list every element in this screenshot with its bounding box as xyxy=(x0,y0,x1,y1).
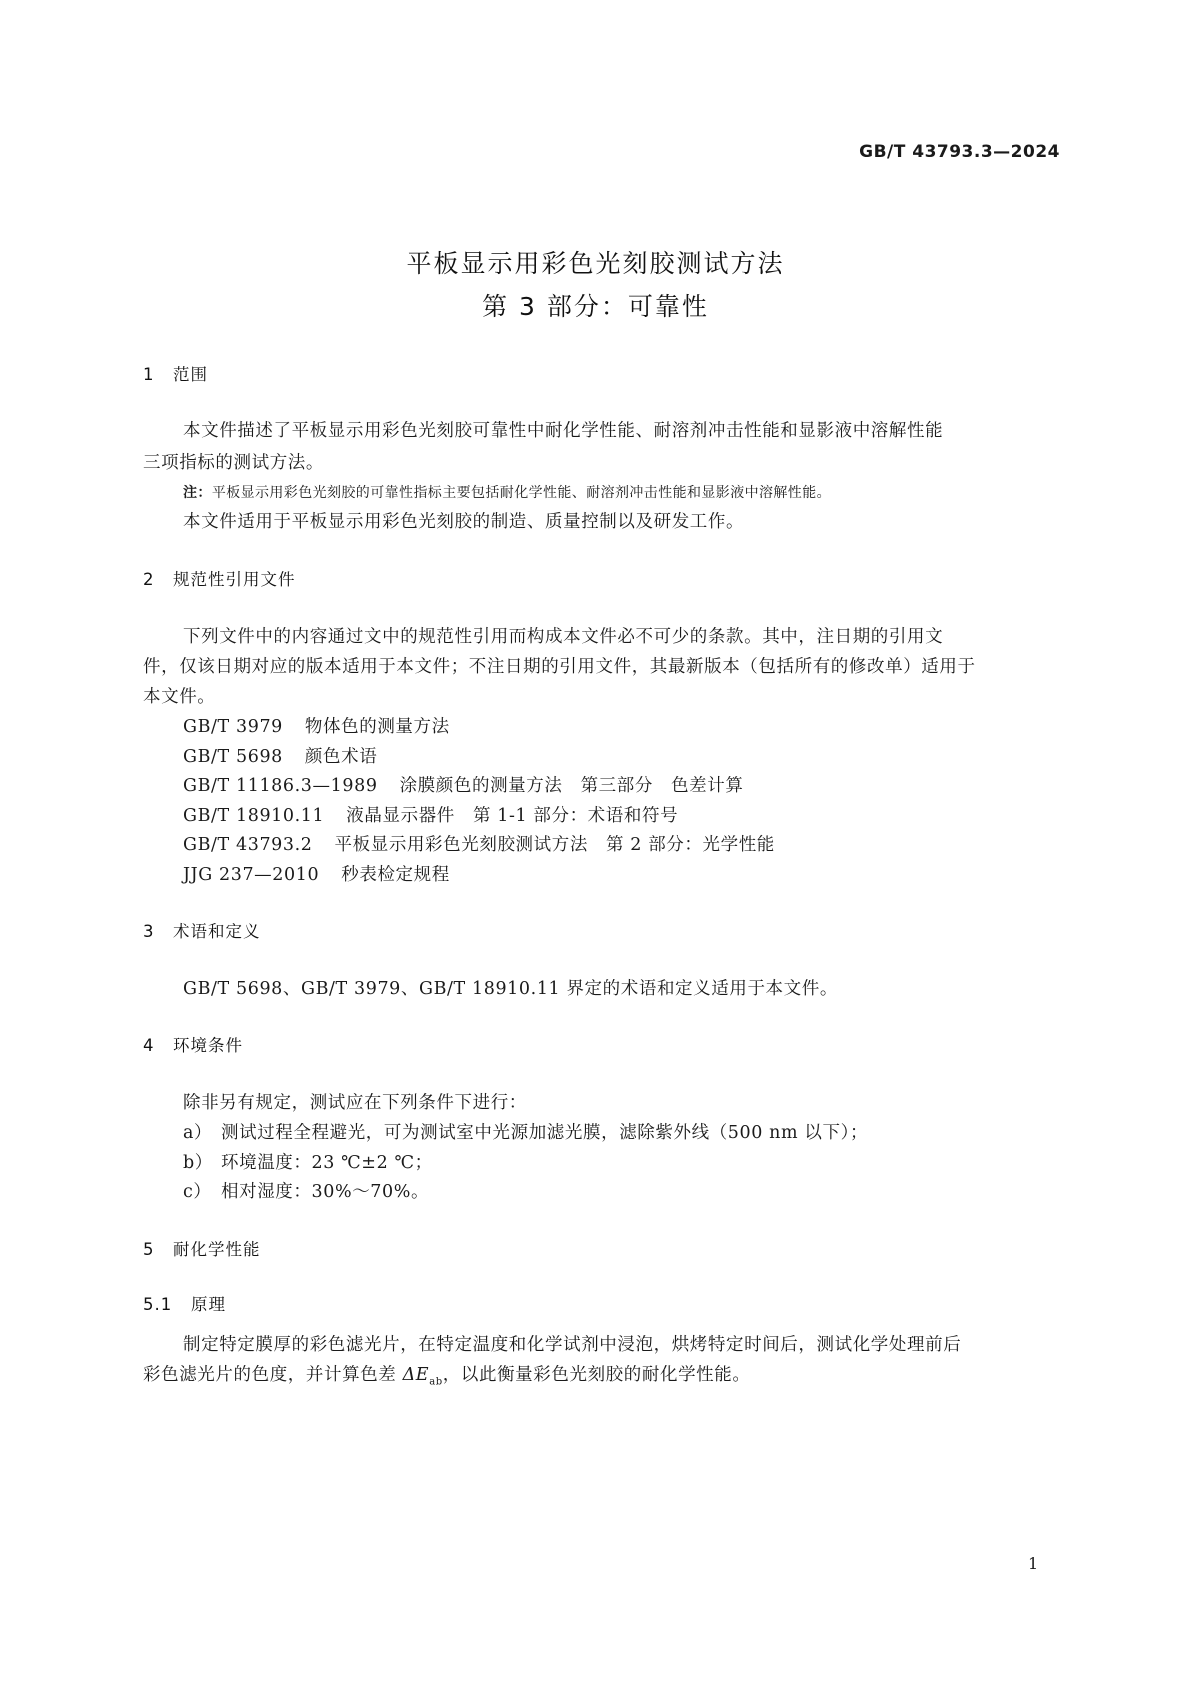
list-label: a） xyxy=(183,1123,213,1143)
section-number: 4 xyxy=(143,1036,155,1055)
note-text: 平板显示用彩色光刻胶的可靠性指标主要包括耐化学性能、耐溶剂冲击性能和显影液中溶解性能。 xyxy=(211,485,832,501)
paragraph-line: 除非另有规定，测试应在下列条件下进行： xyxy=(183,1093,527,1113)
section-number: 3 xyxy=(143,922,155,941)
list-item xyxy=(183,1149,433,1174)
delta-e-subscript: ab xyxy=(429,1376,443,1388)
section-3-heading xyxy=(143,918,261,942)
reference-item xyxy=(183,861,450,886)
subsection-5-1-heading xyxy=(143,1291,226,1315)
reference-item xyxy=(183,713,450,738)
list-item xyxy=(183,1119,868,1144)
paragraph-line: 件，仅该日期对应的版本适用于本文件；不注日期的引用文件，其最新版本（包括所有的修改单）适用于 xyxy=(143,657,976,677)
paragraph-line: 三项指标的测试方法。 xyxy=(143,453,324,473)
paragraph-line: GB/T 5698、GB/T 3979、GB/T 18910.11 界定的术语和定义适用于本文件。 xyxy=(183,979,838,999)
reference-title: 平板显示用彩色光刻胶测试方法 第 2 部分：光学性能 xyxy=(334,835,775,855)
reference-title: 秒表检定规程 xyxy=(341,865,450,885)
paragraph-line: 本文件描述了平板显示用彩色光刻胶可靠性中耐化学性能、耐溶剂冲击性能和显影液中溶解性能 xyxy=(183,421,944,441)
note xyxy=(183,482,831,502)
paragraph-line xyxy=(143,1361,750,1388)
reference-code: JJG 237—2010 xyxy=(183,865,320,885)
section-number: 2 xyxy=(143,570,155,589)
document-subtitle: 第 3 部分：可靠性 xyxy=(482,292,709,321)
paragraph-line: 本文件适用于平板显示用彩色光刻胶的制造、质量控制以及研发工作。 xyxy=(183,512,745,532)
paragraph-line: 本文件。 xyxy=(143,687,216,707)
list-label: b） xyxy=(183,1153,213,1173)
reference-title: 涂膜颜色的测量方法 第三部分 色差计算 xyxy=(399,776,744,796)
delta-e-symbol: ΔE xyxy=(402,1365,430,1385)
list-item xyxy=(183,1178,429,1203)
reference-title: 颜色术语 xyxy=(304,747,378,767)
reference-code: GB/T 18910.11 xyxy=(183,806,325,826)
page-number: 1 xyxy=(1028,1554,1039,1573)
reference-item xyxy=(183,743,377,768)
section-title: 耐化学性能 xyxy=(173,1240,261,1259)
section-4-heading xyxy=(143,1032,243,1056)
reference-code: GB/T 43793.2 xyxy=(183,835,313,855)
list-label: c） xyxy=(183,1182,212,1202)
section-2-heading xyxy=(143,566,296,590)
paragraph-line: 制定特定膜厚的彩色滤光片，在特定温度和化学试剂中浸泡，烘烤特定时间后，测试化学处理前后 xyxy=(183,1335,962,1355)
reference-item xyxy=(183,831,775,856)
section-title: 环境条件 xyxy=(173,1036,243,1055)
paragraph-line: 下列文件中的内容通过文中的规范性引用而构成本文件必不可少的条款。其中，注日期的引用文 xyxy=(183,627,944,647)
section-number: 5 xyxy=(143,1240,155,1259)
paragraph-text: ，以此衡量彩色光刻胶的耐化学性能。 xyxy=(442,1365,751,1385)
section-title: 术语和定义 xyxy=(173,922,261,941)
list-text: 环境温度：23 ℃±2 ℃； xyxy=(221,1153,433,1173)
reference-code: GB/T 3979 xyxy=(183,717,283,737)
paragraph-text: 彩色滤光片的色度，并计算色差 xyxy=(143,1365,403,1385)
list-text: 相对湿度：30%～70%。 xyxy=(221,1182,430,1202)
reference-title: 液晶显示器件 第 1-1 部分：术语和符号 xyxy=(346,806,679,826)
section-1-heading xyxy=(143,361,208,385)
note-label: 注： xyxy=(183,485,212,501)
document-title: 平板显示用彩色光刻胶测试方法 xyxy=(406,249,785,278)
reference-item xyxy=(183,772,743,797)
subsection-title: 原理 xyxy=(191,1295,226,1314)
reference-code: GB/T 11186.3—1989 xyxy=(183,776,378,796)
reference-title: 物体色的测量方法 xyxy=(304,717,450,737)
list-text: 测试过程全程避光，可为测试室中光源加滤光膜，滤除紫外线（500 nm 以下）； xyxy=(221,1123,869,1143)
section-title: 范围 xyxy=(173,365,208,384)
reference-code: GB/T 5698 xyxy=(183,747,283,767)
standard-number: GB/T 43793.3—2024 xyxy=(859,142,1060,162)
subsection-number: 5.1 xyxy=(143,1295,173,1314)
section-title: 规范性引用文件 xyxy=(173,570,296,589)
section-5-heading xyxy=(143,1236,261,1260)
section-number: 1 xyxy=(143,365,155,384)
reference-item xyxy=(183,802,678,827)
